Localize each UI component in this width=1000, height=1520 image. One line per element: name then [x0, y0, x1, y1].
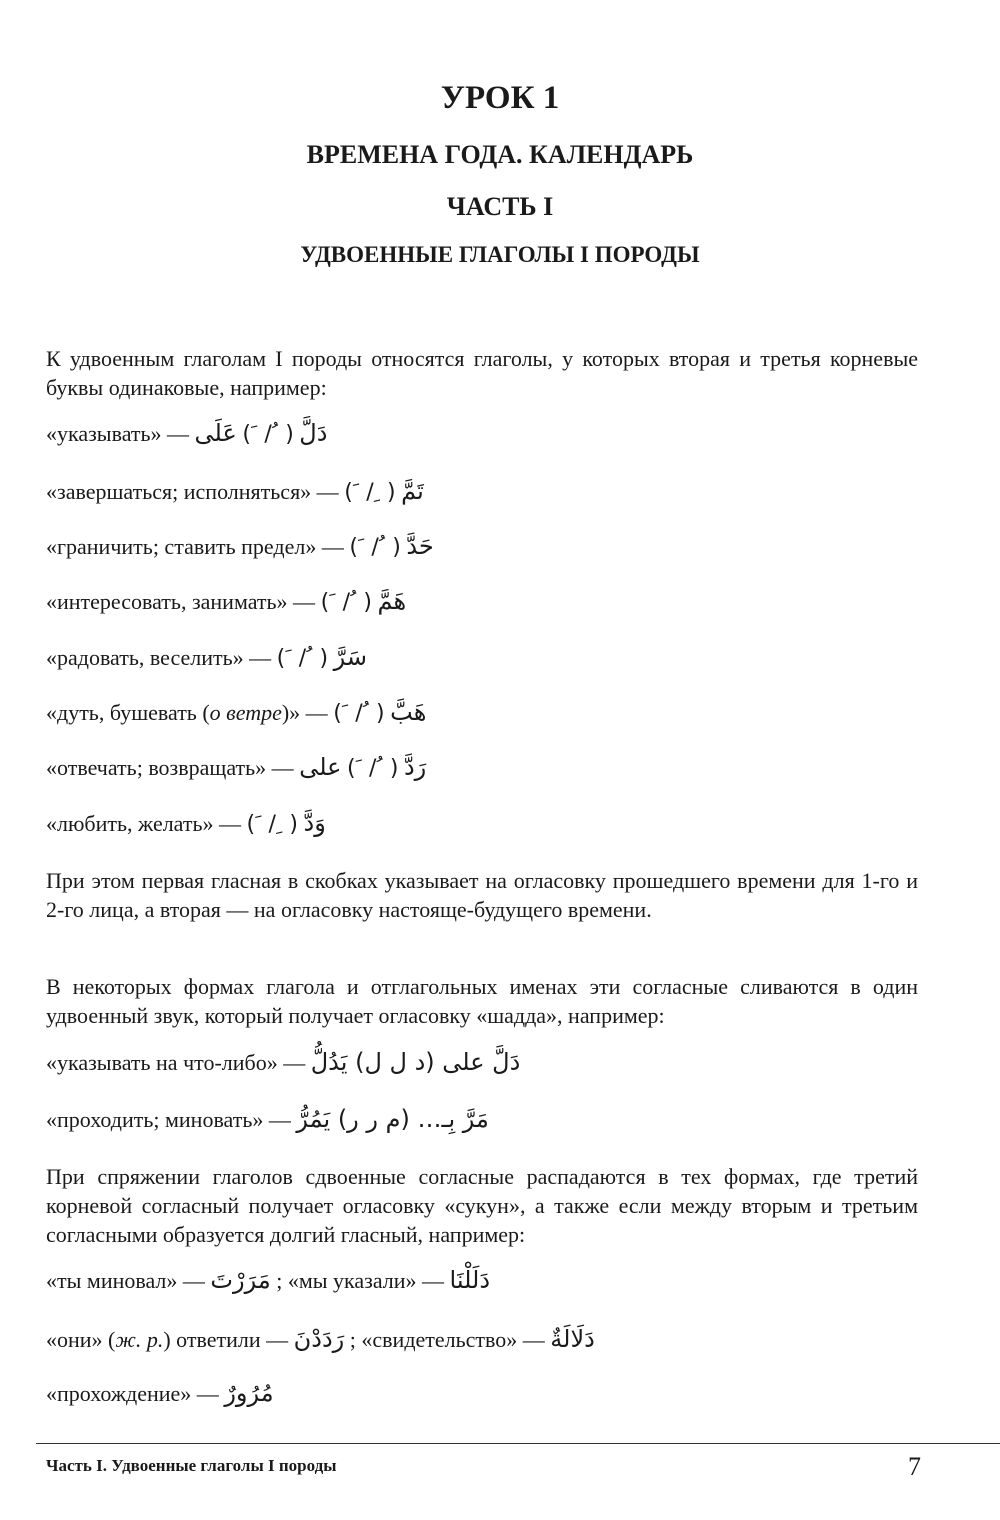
part-heading: ЧАСТЬ I [446, 192, 554, 221]
arabic-conjugation: دَلَّ على (د ل ل) يَدُلُّ [310, 1048, 521, 1076]
lesson-heading: УРОК 1 [440, 80, 560, 116]
vowel-pattern: ( َ / ُ ) [320, 590, 373, 615]
subtopic-heading: УДВОЕННЫЕ ГЛАГОЛЫ I ПОРОДЫ [300, 242, 700, 267]
example-gloss: «ты миновал» — [46, 1268, 205, 1293]
arabic-verb: هَمَّ [377, 587, 407, 615]
page-number: 7 [908, 1452, 921, 1481]
example-gloss: «мы указали» — [287, 1268, 445, 1293]
arabic-form: دَلَالَةٌ [550, 1325, 595, 1353]
example-line [46, 418, 946, 450]
arabic-verb: دَلَّ [299, 419, 328, 447]
example-gloss-end: ) ответили — [163, 1327, 289, 1352]
example-gloss: «указывать на что-либо» — [46, 1050, 306, 1075]
running-footer: Часть I. Удвоенные глаголы I породы [46, 1456, 337, 1475]
example-gloss: «прохождение» — [46, 1381, 219, 1406]
example-gloss: «отвечать; возвращать» — [46, 755, 294, 780]
arabic-verb: رَدَّ [403, 753, 427, 781]
example-line [46, 642, 946, 674]
example-line [46, 531, 946, 563]
example-gloss: «радовать, веселить» — [46, 645, 272, 670]
example-gloss: «свидетельство» — [361, 1327, 545, 1352]
example-gloss-italic: ж. р. [115, 1327, 164, 1352]
example-line [46, 1047, 946, 1078]
arabic-verb: هَبَّ [390, 698, 427, 726]
topic-heading: ВРЕМЕНА ГОДА. КАЛЕНДАРЬ [306, 140, 694, 169]
arabic-verb: وَدَّ [303, 809, 326, 837]
arabic-conjugation: مَرَّ بِـ… (م ر ر) يَمُرُّ [296, 1105, 489, 1133]
separator: ; [349, 1327, 356, 1352]
arabic-verb: سَرَّ [333, 643, 367, 671]
example-line [46, 586, 946, 618]
example-gloss: «граничить; ставить предел» — [46, 534, 344, 559]
vowel-pattern: ( َ / ِ ) [246, 812, 298, 837]
arabic-form: رَدَدْنَ [293, 1325, 345, 1353]
example-line [46, 1324, 946, 1355]
example-gloss-italic: о ветре [209, 700, 282, 725]
example-gloss: «интересовать, занимать» — [46, 589, 316, 614]
footer-divider [36, 1443, 1000, 1444]
vowel-pattern: ( َ / ِ ) [344, 480, 396, 505]
example-line [46, 476, 946, 508]
separator: ; [276, 1268, 283, 1293]
example-gloss-start: «они» ( [46, 1327, 116, 1352]
intro-paragraph: К удвоенным глаголам I породы относятся глаголы, у которых вторая и третья корневые буквы одинаковые, например: [46, 346, 918, 400]
vowel-pattern: ( َ / ُ ) [346, 756, 399, 781]
explanation-paragraph: При этом первая гласная в скобках указывает на огласовку прошедшего времени для 1-го и 2-го лица, а вторая — на огласовку настояще-будущего времени. [46, 868, 918, 922]
arabic-form: مُرُورٌ [224, 1379, 274, 1407]
example-gloss-end: )» — [281, 700, 328, 725]
arabic-form: دَلَلْنَا [449, 1266, 491, 1294]
merging-paragraph: В некоторых формах глагола и отглагольных именах эти согласные сливаются в один удвоенный звук, который получает огласовку «шадда», например: [46, 974, 918, 1028]
example-line [46, 1265, 946, 1296]
vowel-pattern: ( َ / ُ ) [276, 646, 329, 671]
example-line [46, 1378, 946, 1409]
example-gloss: «проходить; миновать» — [46, 1107, 291, 1132]
example-gloss-start: «дуть, бушевать ( [46, 700, 210, 725]
example-line [46, 752, 946, 784]
example-gloss: «завершаться; исполняться» — [46, 479, 339, 504]
arabic-preposition: على [299, 753, 342, 781]
arabic-verb: تَمَّ [401, 477, 424, 505]
conjugation-paragraph: При спряжении глаголов сдвоенные согласные распадаются в тех формах, где третий корневой согласный получает огласовку «сукун», а также если между вторым и третьим согласными образуется долгий гласный, например: [46, 1164, 918, 1247]
vowel-pattern: ( َ / ُ ) [333, 701, 385, 726]
example-gloss: «указывать» — [46, 421, 190, 446]
arabic-verb: حَدَّ [406, 532, 434, 560]
vowel-pattern: ( َ / ُ ) [242, 422, 294, 447]
example-gloss: «любить, желать» — [46, 811, 242, 836]
arabic-form: مَرَرْتَ [210, 1266, 271, 1294]
example-line [46, 697, 946, 729]
example-line [46, 808, 946, 840]
vowel-pattern: ( َ / ُ ) [349, 535, 401, 560]
arabic-preposition: عَلَى [194, 419, 237, 447]
example-line [46, 1104, 946, 1135]
